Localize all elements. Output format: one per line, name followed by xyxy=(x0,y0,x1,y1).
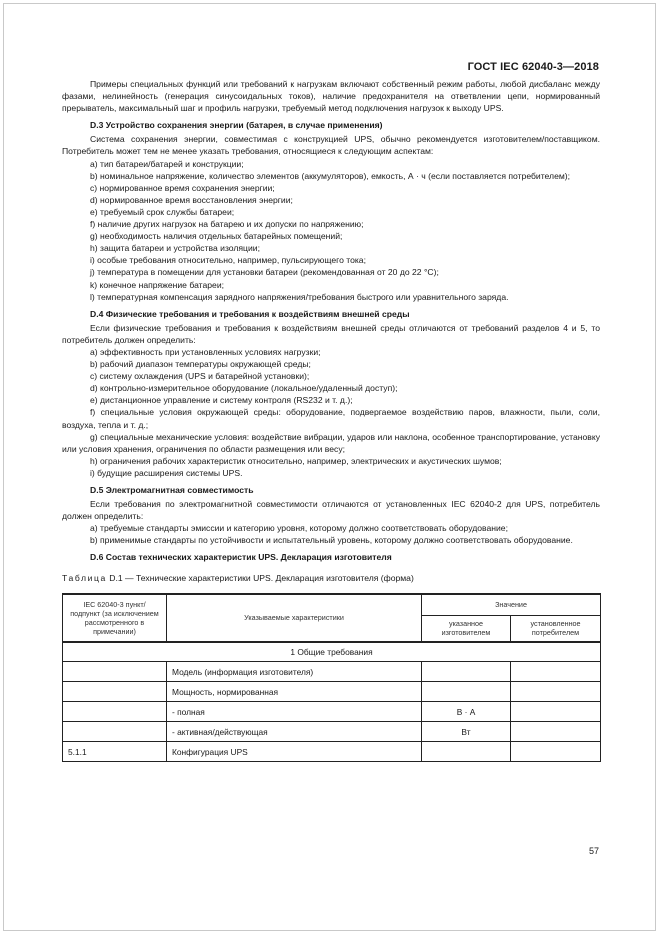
table-caption-word: Таблица xyxy=(62,572,107,583)
cell-clause xyxy=(63,682,167,702)
table-caption xyxy=(62,572,600,584)
header-manufacturer: указанное изготовителем xyxy=(422,616,511,642)
list-item: f) наличие других нагрузок на батарею и их допуски по напряжению; xyxy=(90,219,364,230)
section-d4-paragraph: Если физические требования и требования к воздействиям внешней среды отличаются от требований разделов 4 и 5, то потребитель должен определить: xyxy=(62,322,600,345)
list-item: b) рабочий диапазон температуры окружающей среды; xyxy=(90,359,311,370)
section-d5-paragraph: Если требования по электромагнитной совместимости отличаются от установленных IEC 62040-2 для UPS, потребитель должен определить: xyxy=(62,499,600,522)
table-section-general: 1 Общие требования xyxy=(63,642,601,662)
section-d5-title: D.5 Электромагнитная совместимость xyxy=(90,485,254,495)
table-row xyxy=(63,722,601,742)
list-item: c) систему охлаждения (UPS и батарейной установки); xyxy=(90,371,310,382)
list-item: a) тип батареи/батарей и конструкции; xyxy=(90,158,244,169)
list-item: b) применимые стандарты по устойчивости и испытательный уровень, которому должно соответствовать оборудование. xyxy=(90,535,573,546)
cell-characteristic: - полная xyxy=(167,702,422,722)
section-d3-paragraph: Система сохранения энергии, совместимая с конструкцией UPS, обычно рекомендуется изготовителем/поставщиком. Потребитель может тем не менее указать требования, относящиеся к следующим аспектам: xyxy=(62,134,600,157)
cell-manufacturer: В · А xyxy=(422,702,511,722)
list-item: l) температурная компенсация зарядного напряжения/требования быстрого или уравнительного заряда. xyxy=(90,291,509,302)
specification-table xyxy=(62,593,601,763)
cell-manufacturer: Вт xyxy=(422,722,511,742)
cell-manufacturer xyxy=(422,682,511,702)
cell-characteristic: Конфигурация UPS xyxy=(167,742,422,762)
cell-manufacturer xyxy=(422,742,511,762)
header-value: Значение xyxy=(422,594,601,616)
cell-characteristic: Мощность, нормированная xyxy=(167,682,422,702)
header-customer: установленное потребителем xyxy=(511,616,601,642)
list-item: e) требуемый срок службы батареи; xyxy=(90,206,235,217)
list-item: h) ограничения рабочих характеристик относительно, например, электрических и акустических шумов; xyxy=(90,455,502,466)
list-item: j) температура в помещении для установки батареи (рекомендованная от 20 до 22 °С); xyxy=(90,267,439,278)
list-item: d) контрольно-измерительное оборудование (локальное/удаленный доступ); xyxy=(90,383,398,394)
list-item: b) номинальное напряжение, количество элементов (аккумуляторов), емкость, А · ч (если поставляется потребителем); xyxy=(90,170,571,181)
cell-manufacturer xyxy=(422,662,511,682)
list-item: i) особые требования относительно, например, пульсирующего тока; xyxy=(90,255,366,266)
table-row xyxy=(63,702,601,722)
document-header: ГОСТ IEC 62040-3—2018 xyxy=(467,61,599,73)
cell-clause: 5.1.1 xyxy=(63,742,167,762)
list-item: a) эффективность при установленных условиях нагрузки; xyxy=(90,346,321,357)
table-row xyxy=(63,742,601,762)
cell-customer xyxy=(511,722,601,742)
section-d3-title: D.3 Устройство сохранения энергии (батарея, в случае применения) xyxy=(90,120,383,131)
cell-clause xyxy=(63,702,167,722)
cell-clause xyxy=(63,662,167,682)
list-item: d) нормированное время восстановления энергии; xyxy=(90,194,293,205)
cell-clause xyxy=(63,722,167,742)
list-item: c) нормированное время сохранения энергии; xyxy=(90,182,275,193)
list-item: e) дистанционное управление и систему контроля (RS232 и т. д.); xyxy=(90,395,353,406)
intro-paragraph: Примеры специальных функций или требований к нагрузкам включают собственный режим работы, любой дисбаланс между фазами, нелинейность (генерация синусоидальных токов), наличие предохранителя на ответвлении цепи, нормированный прерыватель, максимальный шаг и профиль нагрузки, требуемый метод подключения нагрузок к выходу UPS. xyxy=(62,79,600,114)
table-caption-text: D.1 — Технические характеристики UPS. Декларация изготовителя (форма) xyxy=(109,572,414,583)
list-item: g) необходимость наличия отдельных батарейных помещений; xyxy=(90,231,343,242)
list-item: k) конечное напряжение батареи; xyxy=(90,279,225,290)
table-row xyxy=(63,662,601,682)
cell-customer xyxy=(511,742,601,762)
section-d6-title: D.6 Состав технических характеристик UPS. Декларация изготовителя xyxy=(90,552,392,563)
list-item: h) защита батареи и устройства изоляции; xyxy=(90,243,260,254)
page-content xyxy=(62,78,600,762)
cell-customer xyxy=(511,702,601,722)
cell-customer xyxy=(511,662,601,682)
list-item: f) специальные условия окружающей среды: оборудование, подвергаемое воздействию паров, влажности, пыли, соли, воздуха, тепла и т. д.; xyxy=(62,407,600,430)
cell-characteristic: Модель (информация изготовителя) xyxy=(167,662,422,682)
list-item: i) будущие расширения системы UPS. xyxy=(90,467,243,478)
cell-customer xyxy=(511,682,601,702)
list-item: g) специальные механические условия: воздействие вибрации, ударов или наклона, особенное транспортирование, установку или условия хранения, ограничения по области размещения или весу; xyxy=(62,431,600,454)
header-characteristics: Указываемые характеристики xyxy=(167,594,422,642)
header-clause: IEC 62040-3 пункт/ подпункт (за исключением рассмотренного в примечании) xyxy=(63,594,167,642)
page-number: 57 xyxy=(588,846,599,856)
list-item: a) требуемые стандарты эмиссии и категорию уровня, которому должно соответствовать оборудование; xyxy=(90,523,508,534)
section-d4-title: D.4 Физические требования и требования к воздействиям внешней среды xyxy=(90,308,410,319)
cell-characteristic: - активная/действующая xyxy=(167,722,422,742)
table-row xyxy=(63,682,601,702)
